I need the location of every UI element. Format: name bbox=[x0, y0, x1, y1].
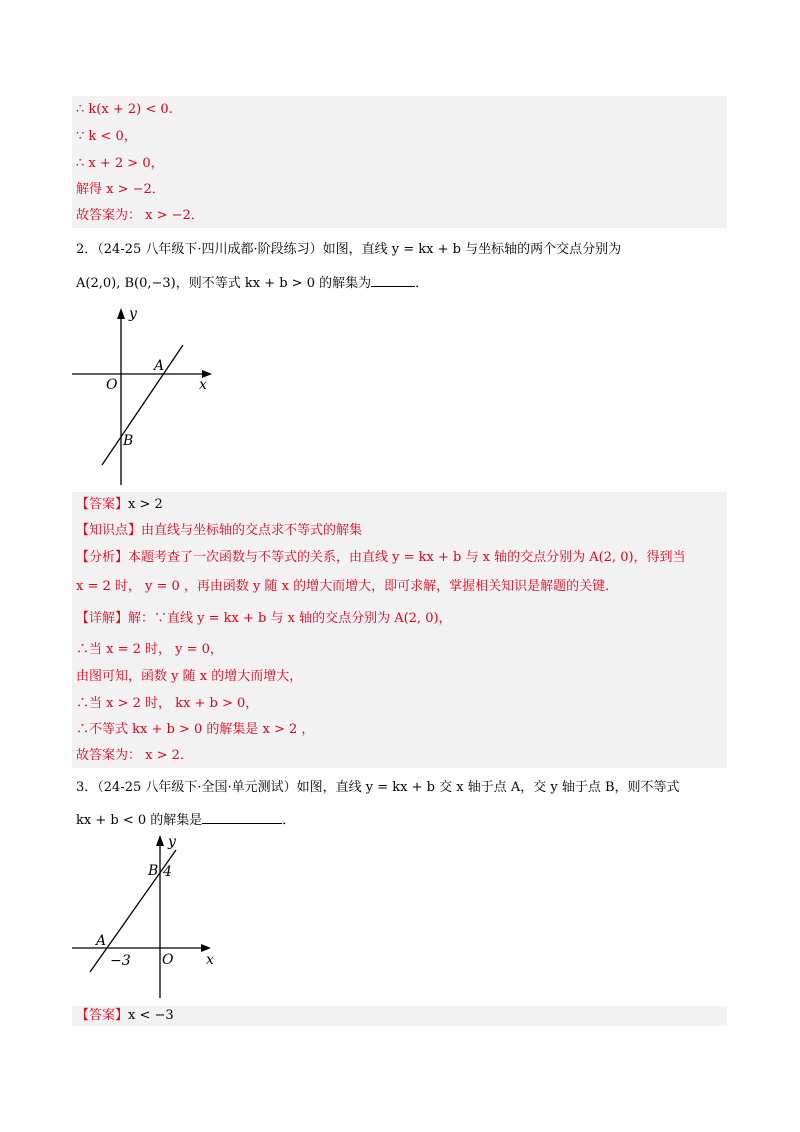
answer-blank[interactable] bbox=[371, 272, 415, 287]
question-3-text: kx + b < 0 的解集是 bbox=[76, 813, 203, 828]
answer-blank[interactable] bbox=[202, 809, 282, 824]
y-axis-arrow bbox=[117, 308, 125, 319]
x-label: x bbox=[206, 952, 214, 968]
origin-label: O bbox=[162, 952, 174, 968]
question-2-end: ． bbox=[415, 276, 429, 291]
b-value-label: 4 bbox=[163, 864, 172, 880]
answer-tag: 【答案】 bbox=[76, 497, 129, 512]
answer-line bbox=[76, 496, 163, 514]
figure-q3 bbox=[68, 830, 228, 1005]
solution-line: 解得 x > −2． bbox=[76, 182, 165, 197]
detail-tag: 【详解】 bbox=[76, 611, 129, 626]
solution-line: ∴ x + 2 > 0， bbox=[76, 156, 164, 171]
a-value-label: −3 bbox=[110, 953, 131, 969]
question-3-line-2 bbox=[76, 809, 295, 830]
analysis-tag: 【分析】 bbox=[76, 550, 129, 565]
y-label: y bbox=[168, 834, 176, 850]
solution-line: ∵ k < 0， bbox=[76, 129, 137, 144]
answer-value: x < −3 bbox=[128, 1008, 174, 1023]
question-3-end: ． bbox=[282, 813, 296, 828]
detail-line-2: ∴当 x = 2 时， y = 0， bbox=[76, 642, 223, 657]
solution-line: ∴ k(x + 2) < 0. bbox=[76, 102, 173, 117]
answer-line bbox=[76, 1007, 174, 1025]
analysis-line-2: x = 2 时， y = 0 ，再由函数 y 随 x 的增大而增大，即可求解，掌握相关知识是解题的关键． bbox=[76, 579, 619, 594]
x-label: x bbox=[199, 377, 207, 393]
detail-line-3: 由图可知，函数 y 随 x 的增大而增大， bbox=[76, 669, 303, 684]
point-b-label: B bbox=[123, 433, 134, 449]
detail-line-1 bbox=[76, 610, 452, 628]
knowledge-text: 由直线与坐标轴的交点求不等式的解集 bbox=[141, 523, 363, 538]
detail-text: 解：∵直线 y = kx + b 与 x 轴的交点分别为 A(2, 0)， bbox=[128, 611, 452, 626]
origin-label: O bbox=[106, 377, 118, 393]
y-label: y bbox=[129, 306, 137, 322]
question-2-text: A(2,0), B(0,−3)，则不等式 kx + b > 0 的解集为 bbox=[76, 276, 372, 291]
question-2-line-1: 2．（24-25 八年级下·四川成都·阶段练习）如图，直线 y = kx + b 与坐标轴的两个交点分别为 bbox=[76, 242, 622, 257]
figure-q2 bbox=[68, 305, 218, 490]
answer-value: x > 2 bbox=[128, 497, 163, 512]
question-2-line-2 bbox=[76, 272, 428, 293]
detail-line-6: 故答案为： x > 2． bbox=[76, 748, 193, 763]
point-a-label: A bbox=[154, 358, 165, 374]
knowledge-line bbox=[76, 522, 362, 540]
question-3-line-1: 3．（24-25 八年级下·全国·单元测试）如图，直线 y = kx + b 交 x 轴于点 A，交 y 轴于点 B，则不等式 bbox=[76, 780, 680, 795]
point-a-label: A bbox=[96, 933, 107, 949]
analysis-text: 本题考查了一次函数与不等式的关系，由直线 y = kx + b 与 x 轴的交点分别为 A(2, 0)，得到当 bbox=[128, 550, 686, 565]
knowledge-tag: 【知识点】 bbox=[76, 523, 142, 538]
y-axis-arrow bbox=[156, 835, 164, 846]
analysis-line-1 bbox=[76, 549, 686, 567]
solution-line: 故答案为： x > −2． bbox=[76, 208, 204, 223]
x-axis-arrow bbox=[201, 944, 211, 952]
line-kx-plus-b bbox=[102, 345, 183, 465]
point-b-label: B bbox=[148, 863, 159, 879]
answer-tag: 【答案】 bbox=[76, 1008, 129, 1023]
detail-line-5: ∴不等式 kx + b > 0 的解集是 x > 2 ， bbox=[76, 722, 315, 737]
detail-line-4: ∴当 x > 2 时， kx + b > 0， bbox=[76, 696, 259, 711]
